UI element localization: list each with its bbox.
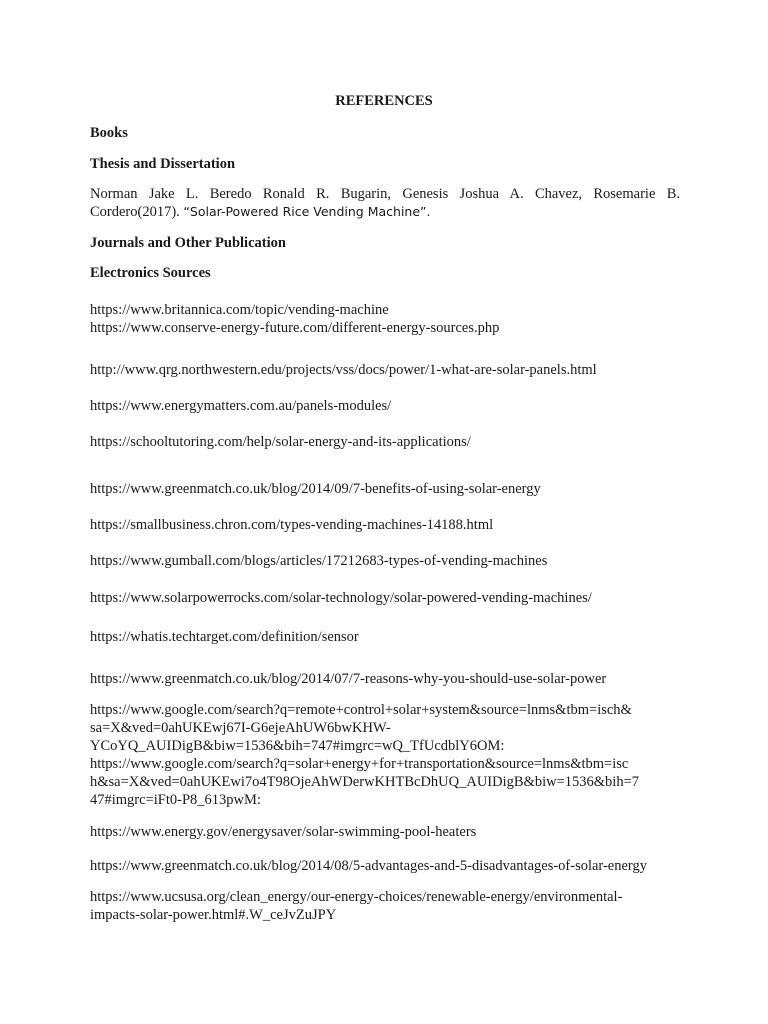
page-title: REFERENCES [335, 93, 433, 109]
reference-link[interactable]: https://smallbusiness.chron.com/types-vending-machines-14188.html [90, 517, 494, 533]
reference-link[interactable]: https://www.conserve-energy-future.com/different-energy-sources.php [90, 320, 500, 336]
reference-link-long[interactable] [90, 701, 680, 809]
reference-link-line: 47#imgrc=iFt0-P8_613pwM: [90, 792, 261, 808]
reference-link-line: sa=X&ved=0ahUKEwj67I-G6ejeAhUW6bwKHW- [90, 720, 391, 736]
reference-link-line: https://www.google.com/search?q=remote+control+solar+system&source=lnms&tbm=isch& [90, 702, 632, 718]
reference-link[interactable]: http://www.qrg.northwestern.edu/projects/vss/docs/power/1-what-are-solar-panels.html [90, 362, 597, 378]
reference-link[interactable]: https://www.solarpowerrocks.com/solar-technology/solar-powered-vending-machines/ [90, 590, 592, 606]
section-heading-thesis: Thesis and Dissertation [90, 156, 236, 172]
section-heading-electronics: Electronics Sources [90, 265, 211, 281]
reference-link[interactable]: https://www.greenmatch.co.uk/blog/2014/07/7-reasons-why-you-should-use-solar-power [90, 671, 607, 687]
thesis-authors: Norman Jake L. Beredo Ronald R. Bugarin, Genesis Joshua A. Chavez, Rosemarie B. Cordero(2017). [90, 186, 680, 220]
reference-link-line: h&sa=X&ved=0ahUKEwi7o4T98OjeAhWDerwKHTBcDhUQ_AUIDigB&biw=1536&bih=7 [90, 774, 639, 790]
section-heading-journals: Journals and Other Publication [90, 235, 286, 251]
section-heading-books: Books [90, 125, 128, 141]
reference-link[interactable]: https://www.energy.gov/energysaver/solar-swimming-pool-heaters [90, 824, 477, 840]
reference-link[interactable]: https://whatis.techtarget.com/definition/sensor [90, 629, 359, 645]
reference-link-line: https://www.ucsusa.org/clean_energy/our-energy-choices/renewable-energy/environmental- [90, 889, 623, 905]
reference-link[interactable]: https://www.energymatters.com.au/panels-modules/ [90, 398, 392, 414]
reference-link-long[interactable] [90, 888, 680, 924]
thesis-entry [90, 185, 680, 221]
reference-link[interactable]: https://www.gumball.com/blogs/articles/17212683-types-of-vending-machines [90, 553, 548, 569]
thesis-title: “Solar-Powered Rice Vending Machine”. [183, 204, 431, 219]
reference-link[interactable]: https://schooltutoring.com/help/solar-energy-and-its-applications/ [90, 434, 471, 450]
reference-link-line: https://www.google.com/search?q=solar+energy+for+transportation&source=lnms&tbm=isc [90, 756, 629, 772]
reference-link[interactable]: https://www.greenmatch.co.uk/blog/2014/09/7-benefits-of-using-solar-energy [90, 481, 541, 497]
reference-link[interactable]: https://www.britannica.com/topic/vending-machine [90, 302, 389, 318]
reference-link-line: impacts-solar-power.html#.W_ceJvZuJPY [90, 907, 337, 923]
reference-link-line: YCoYQ_AUIDigB&biw=1536&bih=747#imgrc=wQ_TfUcdblY6OM: [90, 738, 505, 754]
reference-link[interactable]: https://www.greenmatch.co.uk/blog/2014/08/5-advantages-and-5-disadvantages-of-solar-energy [90, 858, 647, 874]
